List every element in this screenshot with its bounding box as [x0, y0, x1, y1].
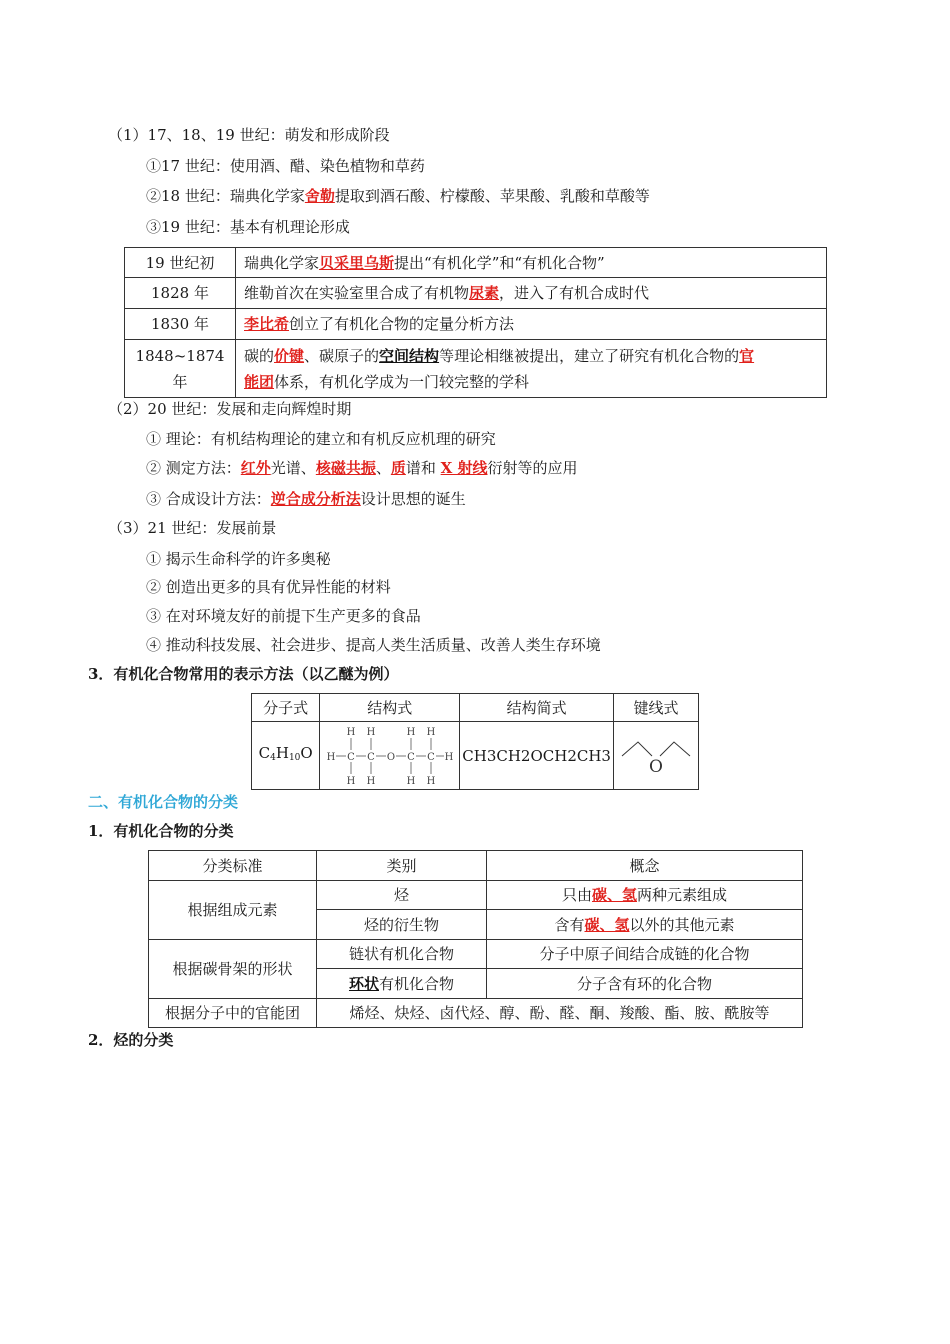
- keyword-spatial-structure: 空间结构: [379, 346, 440, 365]
- item-theory: ① 理论：有机结构理论的建立和有机反应机理的研究: [146, 430, 496, 448]
- event-cell: 李比希创立了有机化合物的定量分析方法: [236, 309, 827, 340]
- year-cell: 1848~1874 年: [125, 340, 236, 398]
- svg-text:H: H: [346, 775, 356, 787]
- classification-heading: 1．有机化合物的分类: [88, 822, 234, 840]
- item-18th-century: ②18 世纪：瑞典化学家舍勒提取到酒石酸、柠檬酸、苹果酸、乳酸和草酸等: [146, 187, 650, 205]
- header-cell: 键线式: [614, 694, 699, 722]
- svg-text:H: H: [406, 775, 416, 787]
- skeletal-formula: [614, 722, 699, 790]
- category-cell: 环状有机化合物: [317, 969, 487, 999]
- header-cell: 概念: [487, 851, 803, 881]
- skeletal-formula-drawing: [616, 731, 696, 781]
- svg-text:C: C: [406, 751, 415, 763]
- svg-text:H: H: [326, 751, 336, 763]
- svg-text:H: H: [366, 775, 376, 787]
- header-cell: 结构简式: [460, 694, 614, 722]
- concept-cell: 分子含有环的化合物: [487, 969, 803, 999]
- svg-text:H: H: [406, 726, 416, 738]
- condensed-formula: CH3CH2OCH2CH3: [460, 722, 614, 790]
- structural-formula: [320, 722, 460, 790]
- keyword-cyclic: 环状: [348, 974, 379, 993]
- item-17th-century: ①17 世纪：使用酒、醋、染色植物和草药: [146, 157, 425, 175]
- svg-text:H: H: [366, 726, 376, 738]
- event-cell: 碳的价键、碳原子的空间结构等理论相继被提出，建立了研究有机化合物的官 能团体系，有机化学成为一门较完整的学科: [236, 340, 827, 398]
- category-cell: 烃的衍生物: [317, 910, 487, 940]
- keyword-carbon-hydrogen: 碳、氢: [591, 886, 637, 904]
- header-cell: 结构式: [320, 694, 460, 722]
- svg-text:H: H: [444, 751, 454, 763]
- representation-heading: 3．有机化合物常用的表示方法（以乙醚为例）: [88, 665, 399, 683]
- concept-cell: 分子中原子间结合成链的化合物: [487, 940, 803, 969]
- classification-table: [148, 850, 803, 1028]
- concept-cell: 烯烃、炔烃、卤代烃、醇、酚、醛、酮、羧酸、酯、胺、酰胺等: [317, 999, 803, 1028]
- criterion-cell: 根据分子中的官能团: [149, 999, 317, 1028]
- category-cell: 链状有机化合物: [317, 940, 487, 969]
- keyword-xray: X 射线: [440, 459, 488, 477]
- keyword-scheele: 舍勒: [304, 187, 335, 205]
- svg-text:H: H: [346, 726, 356, 738]
- event-cell: 维勒首次在实验室里合成了有机物尿素，进入了有机合成时代: [236, 278, 827, 309]
- category-cell: 烃: [317, 881, 487, 910]
- prospect-item: ④ 推动科技发展、社会进步、提高人类生活质量、改善人类生存环境: [146, 636, 601, 654]
- molecular-formula: $C_4H_{10}O$: [252, 722, 320, 790]
- section-2-heading: （2）20 世纪：发展和走向辉煌时期: [108, 400, 352, 418]
- section-1-heading: （1）17、18、19 世纪：萌发和形成阶段: [108, 126, 390, 144]
- item-synthesis: ③ 合成设计方法：逆合成分析法设计思想的诞生: [146, 490, 466, 508]
- concept-cell: 含有碳、氢以外的其他元素: [487, 910, 803, 940]
- keyword-nmr: 核磁共振: [315, 459, 376, 477]
- part2-heading: 二、有机化合物的分类: [88, 793, 239, 811]
- keyword-berzelius: 贝采里乌斯: [319, 253, 395, 272]
- keyword-mass: 质: [390, 459, 406, 477]
- keyword-valence-bond: 价键: [274, 346, 305, 365]
- item-19th-century: ③19 世纪：基本有机理论形成: [146, 218, 350, 236]
- svg-text:C: C: [346, 751, 355, 763]
- item-measurement: ② 测定方法：红外光谱、核磁共振、质谱和 X 射线衍射等的应用: [146, 459, 578, 477]
- svg-text:O: O: [649, 756, 663, 777]
- criterion-cell: 根据组成元素: [149, 881, 317, 940]
- keyword-carbon-hydrogen: 碳、氢: [584, 915, 630, 934]
- criterion-cell: 根据碳骨架的形状: [149, 940, 317, 999]
- svg-text:H: H: [426, 726, 436, 738]
- svg-text:C: C: [366, 751, 375, 763]
- year-cell: 19 世纪初: [125, 248, 236, 278]
- keyword-functional-group: 官: [739, 346, 755, 365]
- keyword-liebig: 李比希: [244, 315, 290, 333]
- year-cell: 1828 年: [125, 278, 236, 309]
- header-cell: 类别: [317, 851, 487, 881]
- concept-cell: 只由碳、氢两种元素组成: [487, 881, 803, 910]
- prospect-item: ① 揭示生命科学的许多奥秘: [146, 550, 331, 568]
- keyword-urea: 尿素: [469, 284, 500, 302]
- event-cell: 瑞典化学家贝采里乌斯提出“有机化学”和“有机化合物”: [236, 248, 827, 278]
- keyword-retrosynthesis: 逆合成分析法: [270, 490, 361, 508]
- history-table: [124, 247, 827, 398]
- structural-formula-drawing: [324, 725, 456, 787]
- section-3-heading: （3）21 世纪：发展前景: [108, 519, 277, 537]
- svg-text:H: H: [426, 775, 436, 787]
- year-cell: 1830 年: [125, 309, 236, 340]
- svg-text:O: O: [386, 751, 395, 763]
- representation-table: [251, 693, 699, 790]
- prospect-item: ② 创造出更多的具有优异性能的材料: [146, 578, 391, 596]
- prospect-item: ③ 在对环境友好的前提下生产更多的食品: [146, 607, 421, 625]
- keyword-infrared: 红外: [240, 459, 271, 477]
- svg-text:C: C: [426, 751, 435, 763]
- header-cell: 分类标准: [149, 851, 317, 881]
- hydrocarbon-heading: 2．烃的分类: [88, 1031, 174, 1049]
- header-cell: 分子式: [252, 694, 320, 722]
